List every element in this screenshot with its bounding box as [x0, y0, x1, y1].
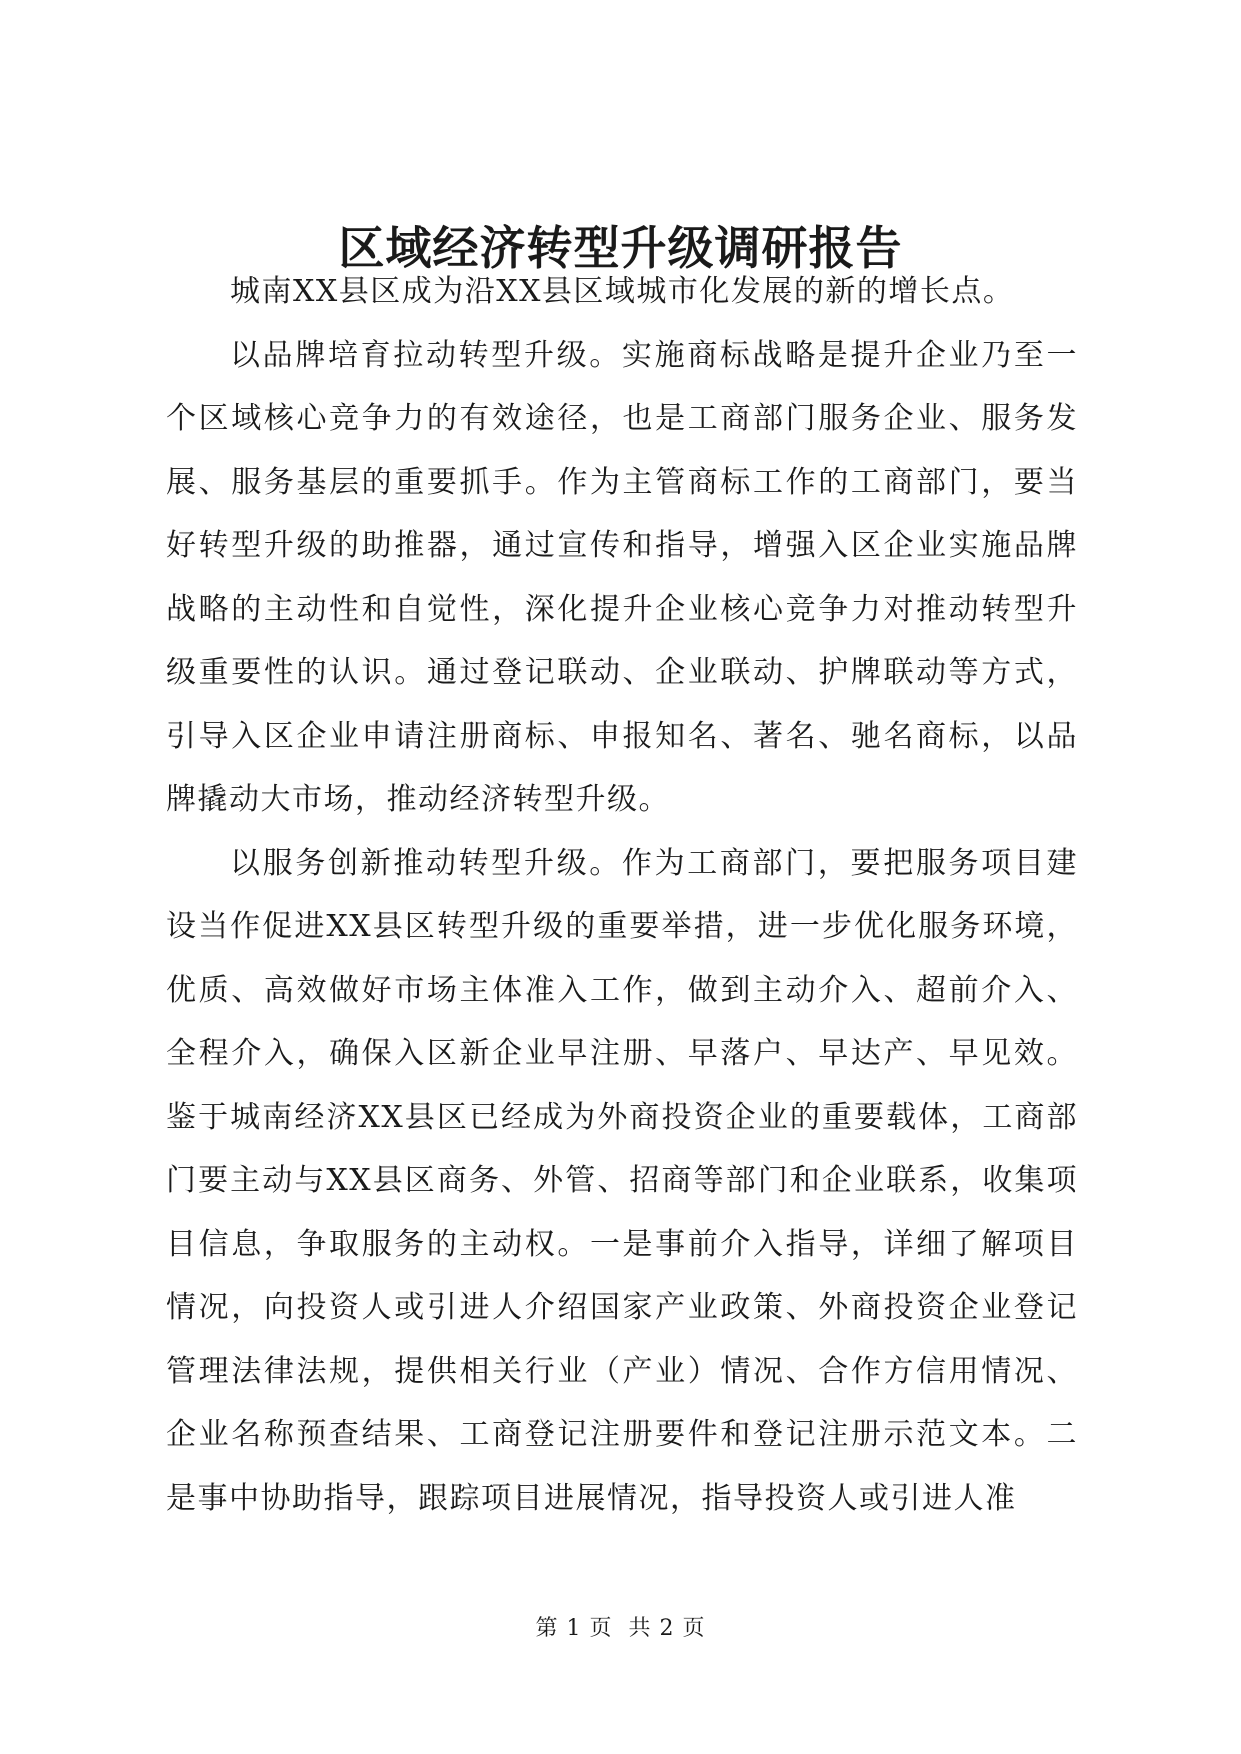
- paragraph-1: 城南XX县区成为沿XX县区域城市化发展的新的增长点。: [230, 274, 1015, 309]
- page-footer: [0, 1614, 1241, 1644]
- document-body: [166, 260, 1078, 1530]
- paragraph-3: 以服务创新推动转型升级。作为工商部门，要把服务项目建设当作促进XX县区转型升级的重要举措，进一步优化服务环境，优质、高效做好市场主体准入工作，做到主动介入、超前介入、全程介入，确保入区新企业早注册、早落户、早达产、早见效。鉴于城南经济XX县区已经成为外商投资企业的重要载体，工商部门要主动与XX县区商务、外管、招商等部门和企业联系，收集项目信息，争取服务的主动权。一是事前介入指导，详细了解项目情况，向投资人或引进人介绍国家产业政策、外商投资企业登记管理法律法规，提供相关行业（产业）情况、合作方信用情况、企业名称预查结果、工商登记注册要件和登记注册示范文本。二是事中协助指导，跟踪项目进展情况，指导投资人或引进人准: [166, 845, 1078, 1516]
- paragraph-2: 以品牌培育拉动转型升级。实施商标战略是提升企业乃至一个区域核心竞争力的有效途径，也是工商部门服务企业、服务发展、服务基层的重要抓手。作为主管商标工作的工商部门，要当好转型升级的助推器，通过宣传和指导，增强入区企业实施品牌战略的主动性和自觉性，深化提升企业核心竞争力对推动转型升级重要性的认识。通过登记联动、企业联动、护牌联动等方式，引导入区企业申请注册商标、申报知名、著名、驰名商标，以品牌撬动大市场，推动经济转型升级。: [166, 337, 1078, 817]
- page-number-label: 第 1 页 共 2 页: [535, 1616, 706, 1641]
- document-title: 区域经济转型升级调研报告: [338, 221, 903, 275]
